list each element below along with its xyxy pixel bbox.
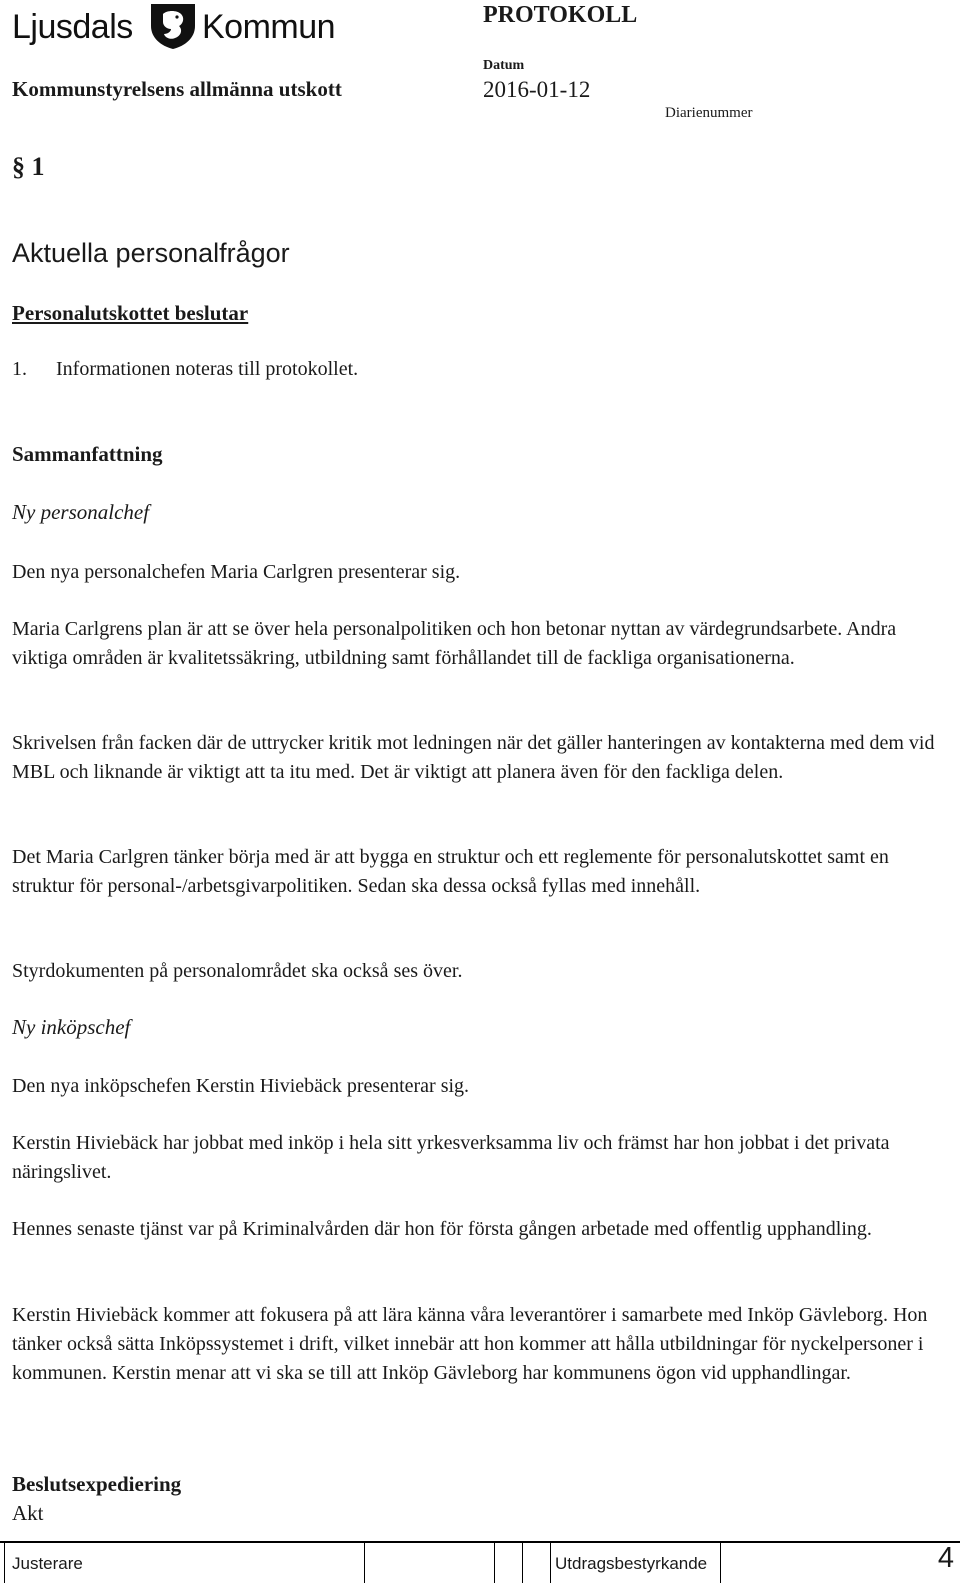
summary-heading: Sammanfattning <box>12 442 163 466</box>
decision-item-text: Informationen noteras till protokollet. <box>56 358 359 380</box>
signature-box-2 <box>494 1543 523 1583</box>
page-number: 4 <box>937 1542 954 1574</box>
diarie-number-label: Diarienummer <box>665 105 753 121</box>
decision-item-number: 1. <box>12 358 27 380</box>
decision-item <box>12 358 358 381</box>
paragraph-9: Kerstin Hiviebäck kommer att fokusera på att lära känna våra leverantörer i samarbete med Inköp Gävleborg. Hon tänker också sätta Inköpssystemet i drift, vilket innebär att hon kommer att hålla utbildningar för nyckelpersoner i kommunen. Kerstin menar att vi ska se till att Inköp Gävleborg har kommunens ögon vid upphandlingar. <box>12 1304 928 1384</box>
signature-box-1 <box>364 1543 495 1583</box>
subheading-new-hr-manager: Ny personalchef <box>12 500 150 524</box>
document-type: PROTOKOLL <box>483 2 638 28</box>
date-label: Datum <box>483 58 525 73</box>
paragraph-number: § 1 <box>12 152 45 181</box>
footer <box>0 1541 960 1583</box>
paragraph-7: Kerstin Hiviebäck har jobbat med inköp i hela sitt yrkesverksamma liv och främst har hon jobbat i det privata näringslivet. <box>12 1132 890 1183</box>
coat-of-arms-icon <box>147 2 199 50</box>
paragraph-3: Skrivelsen från facken där de uttrycker kritik mot ledningen när det gäller hanteringen av kontakterna med dem vid MBL och liknande är viktigt att ta itu med. Det är viktigt att planera även för den fackliga delen. <box>12 732 935 783</box>
paragraph-6: Den nya inköpschefen Kerstin Hiviebäck presenterar sig. <box>12 1075 470 1097</box>
meeting-date: 2016-01-12 <box>483 77 591 102</box>
justerare-label: Justerare <box>12 1554 83 1573</box>
dispatch-heading: Beslutsexpediering <box>12 1472 182 1496</box>
dispatch-item: Akt <box>12 1501 44 1525</box>
logo-text-left: Ljusdals <box>12 8 133 46</box>
paragraph-5: Styrdokumenten på personalområdet ska också ses över. <box>12 960 463 982</box>
logo-text-right: Kommun <box>202 8 336 46</box>
section-title: Aktuella personalfrågor <box>12 238 290 268</box>
municipality-logo <box>12 2 342 50</box>
subheading-new-purchasing-manager: Ny inköpschef <box>12 1015 131 1039</box>
paragraph-2: Maria Carlgrens plan är att se över hela personalpolitiken och hon betonar nyttan av värdegrundsarbete. Andra viktiga områden är kvalitetssäkring, utbildning samt förhållandet till de fackliga organisationerna. <box>12 618 897 669</box>
utdrag-label: Utdragsbestyrkande <box>555 1554 708 1573</box>
committee-name: Kommunstyrelsens allmänna utskott <box>12 77 342 101</box>
paragraph-4: Det Maria Carlgren tänker börja med är att bygga en struktur och ett reglemente för personalutskottet samt en struktur för personal-/arbetsgivarpolitiken. Sedan ska dessa också fyllas med innehåll. <box>12 846 889 897</box>
decision-heading: Personalutskottet beslutar <box>12 301 249 325</box>
utdrag-signature-box <box>720 1543 921 1583</box>
signature-box-3 <box>522 1543 551 1583</box>
paragraph-1: Den nya personalchefen Maria Carlgren presenterar sig. <box>12 561 461 583</box>
paragraph-8: Hennes senaste tjänst var på Kriminalvården där hon för första gången arbetade med offentlig upphandling. <box>12 1218 872 1240</box>
